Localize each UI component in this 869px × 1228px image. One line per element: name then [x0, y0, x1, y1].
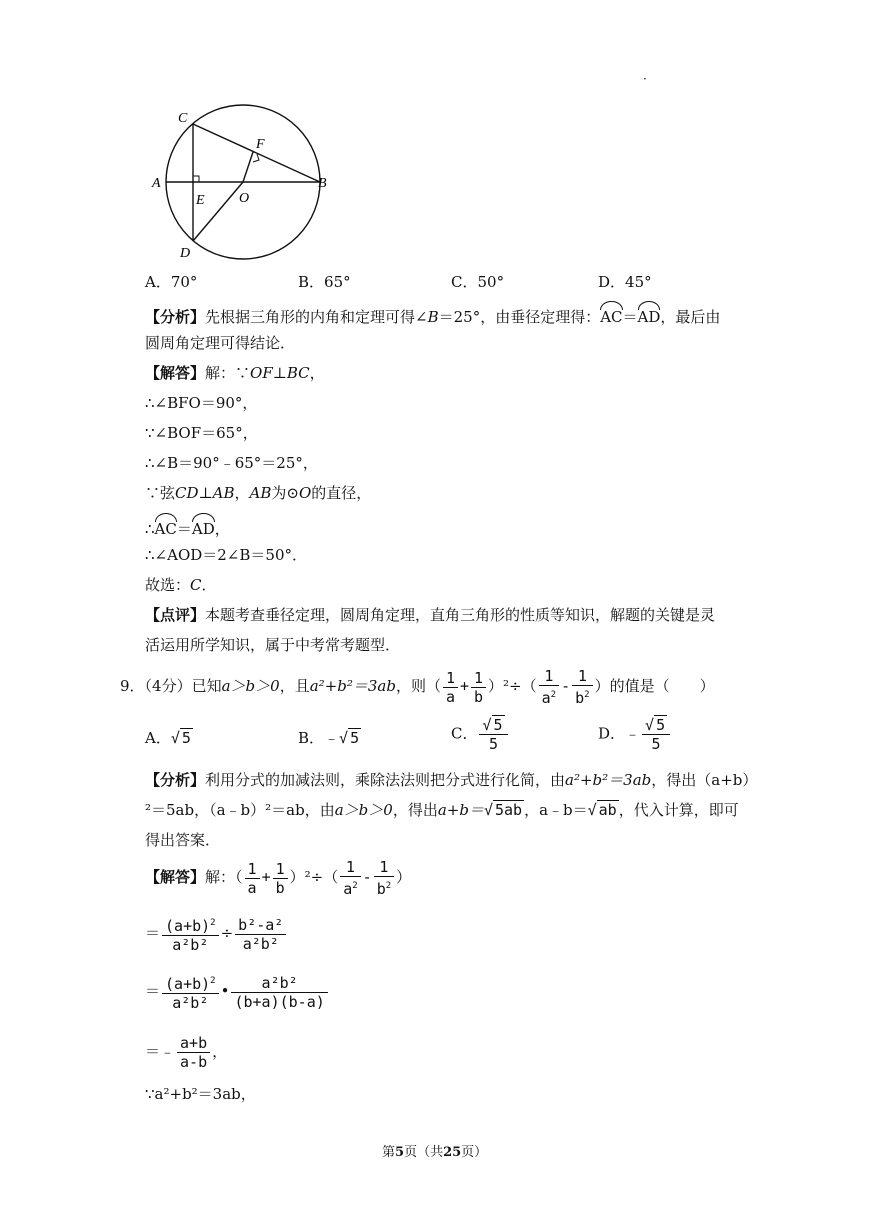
label-f: F: [256, 137, 265, 152]
q9-solution-line2: ＝ $\frac{(a+b)^2}{\text{a²b²}}$ • $\frac{\text{a²b²}}{(b+a)(b-a)}$: [145, 972, 330, 1012]
segment-of: [243, 152, 253, 182]
q9-analysis-line1: 【分析】利用分式的加减法则，乘除法法则把分式进行化简，由a²+b²＝3ab，得出（a+b）: [145, 771, 758, 789]
q8-step2: ∵∠BOF＝65°，: [145, 424, 258, 442]
q8-option-d: D．45°: [598, 273, 652, 291]
q9-solution-line1: ＝ $\frac{(a+b)^2}{\text{a²b²}}$ ÷ $\frac{\text{b²-a²}}{\text{a²b²}}$: [145, 914, 288, 954]
q8-step5: ∴AC＝AD，: [145, 515, 230, 539]
label-d: D: [180, 246, 191, 261]
q8-analysis-line2: 圆周角定理可得结论．: [145, 334, 296, 352]
q8-comment-line2: 活运用所学知识，属于中考常考题型．: [145, 636, 401, 654]
q8-step1: ∴∠BFO＝90°，: [145, 394, 258, 412]
q9-option-c: C． $\frac{√ 5}{5}$: [451, 716, 510, 753]
q8-solution-line0: 【解答】解：∵OF⊥BC，: [145, 364, 325, 382]
right-angle-e: [193, 176, 199, 182]
q8-step7: 故选：C．: [145, 576, 217, 594]
q8-analysis-tag: 【分析】: [145, 308, 206, 326]
label-c: C: [178, 111, 188, 126]
q9-option-b: B．﹣√ 5: [298, 729, 360, 747]
q8-step6: ∴∠AOD＝2∠B＝50°．: [145, 546, 307, 564]
label-a: A: [152, 176, 161, 191]
q9-solution-line0: 【解答】解：（ $\frac{1}{a}$ + $\frac{1}{b}$ ）²÷（ $\frac{1}{a^2}$ - $\frac{1}{b^2}$ ）: [145, 858, 412, 898]
segment-od: [193, 182, 243, 241]
page-footer: 第5页（共25页）: [382, 1145, 488, 1160]
arc-ad: AD: [638, 303, 661, 327]
chord-cb: [193, 124, 320, 182]
q8-analysis-line1: 【分析】先根据三角形的内角和定理可得∠B＝25°，由垂径定理得：AC＝AD，最后由: [145, 303, 720, 327]
circle-figure: [140, 100, 340, 270]
q8-option-b: B．65°: [298, 273, 351, 291]
top-mark: ·: [643, 72, 647, 86]
q9-analysis-line2: ²＝5ab，（a﹣b）²＝ab，由a＞b＞0，得出a+b＝√ 5ab ，a﹣b＝√ ab ，代入计算，即可: [145, 801, 739, 819]
q9-option-a: A．√ 5: [145, 729, 191, 747]
label-o: O: [239, 191, 250, 206]
label-e: E: [196, 193, 205, 208]
q9-analysis-line3: 得出答案．: [145, 831, 221, 849]
q8-comment-line1: 【点评】本题考查垂径定理，圆周角定理，直角三角形的性质等知识，解题的关键是灵: [145, 606, 716, 624]
q8-step4: ∵弦CD⊥AB，AB为⊙O的直径，: [145, 484, 372, 502]
arc-ac: AC: [600, 303, 622, 327]
q8-option-a: A．70°: [145, 273, 198, 291]
q9-option-d: D．﹣ $\frac{√ 5}{5}$: [598, 716, 672, 753]
q9-solution-line4: ∵a²+b²＝3ab，: [145, 1085, 256, 1103]
right-angle-f: [253, 154, 259, 162]
q9-solution-line3: ＝﹣ $\frac{a+b}{a-b}$ ，: [145, 1034, 228, 1071]
label-b: B: [318, 176, 327, 191]
q8-step3: ∴∠B＝90°﹣65°＝25°，: [145, 454, 318, 472]
q9-stem: 9．（4分）已知a＞b＞0，且a²+b²＝3ab，则（ $\frac{1}{a}$ + $\frac{1}{b}$ ）²÷（ $\frac{1}{a^2}$ - $\frac{1}{b^2}$ ）的值是（ ）: [120, 667, 715, 707]
q8-option-c: C．50°: [451, 273, 505, 291]
